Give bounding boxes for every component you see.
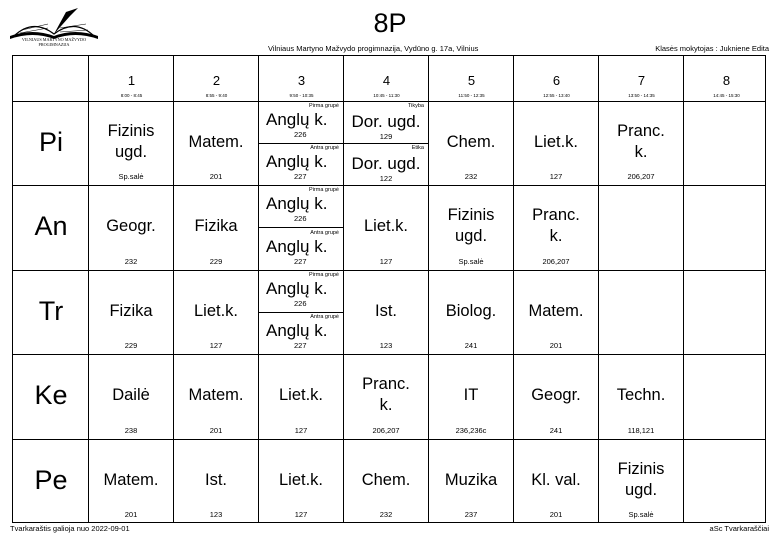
lesson-room: 201 bbox=[124, 509, 138, 519]
lesson-cell[interactable] bbox=[514, 440, 598, 523]
lesson-subject: Anglų k. bbox=[266, 152, 328, 172]
lesson-cell[interactable] bbox=[344, 186, 428, 269]
lesson-subject: Ist. bbox=[374, 301, 397, 320]
lesson-group-cell[interactable] bbox=[344, 102, 428, 144]
lesson-room: 229 bbox=[209, 256, 223, 266]
period-time: 9:50 - 10:35 bbox=[289, 93, 314, 98]
period-time: 10:45 - 11:30 bbox=[373, 93, 400, 98]
period-time: 13:50 - 14:35 bbox=[628, 93, 655, 98]
lesson-cell[interactable] bbox=[344, 440, 428, 523]
lesson-room: Sp.salė bbox=[458, 256, 484, 266]
lesson-room: 206,207 bbox=[542, 256, 570, 266]
lesson-subject: Anglų k. bbox=[266, 236, 328, 256]
lesson-cell[interactable] bbox=[174, 271, 258, 354]
lesson-cell[interactable] bbox=[89, 355, 173, 438]
lesson-subject: Fizika bbox=[194, 217, 238, 236]
lesson-room: 227 bbox=[294, 341, 307, 350]
day-label: Tr bbox=[38, 295, 64, 326]
lesson-cell[interactable] bbox=[429, 440, 513, 523]
lesson-subject: Geogr. bbox=[106, 217, 156, 236]
lesson-room: 226 bbox=[294, 130, 307, 139]
period-number: 2 bbox=[212, 73, 221, 88]
lesson-room: 123 bbox=[379, 341, 393, 351]
group-label: Tikyba bbox=[408, 103, 424, 109]
lesson-room: Sp.salė bbox=[118, 172, 144, 182]
lesson-subject: Dailė bbox=[112, 386, 150, 405]
period-header bbox=[514, 56, 599, 102]
lesson-cell[interactable] bbox=[89, 186, 173, 269]
lesson-subject: Fizika bbox=[109, 301, 153, 320]
period-number: 1 bbox=[127, 73, 136, 88]
lesson-cell[interactable] bbox=[599, 440, 683, 523]
lesson-room: 127 bbox=[379, 256, 393, 266]
lesson-room: Sp.salė bbox=[628, 509, 654, 519]
lesson-room: 232 bbox=[379, 509, 393, 519]
lesson-group-cell[interactable] bbox=[259, 144, 343, 186]
lesson-room: 229 bbox=[124, 341, 138, 351]
lesson-room: 123 bbox=[209, 509, 223, 519]
period-header bbox=[259, 56, 344, 102]
lesson-cell[interactable] bbox=[259, 355, 343, 438]
period-header bbox=[344, 56, 429, 102]
lesson-cell[interactable] bbox=[174, 355, 258, 438]
lesson-room: 238 bbox=[124, 425, 138, 435]
period-header bbox=[429, 56, 514, 102]
lesson-cell[interactable] bbox=[89, 271, 173, 354]
lesson-cell[interactable] bbox=[344, 355, 428, 438]
period-number: 6 bbox=[552, 73, 561, 88]
lesson-cell[interactable] bbox=[429, 186, 513, 269]
lesson-subject: Dor. ugd. bbox=[351, 154, 421, 174]
timetable-grid bbox=[12, 55, 766, 523]
lesson-room: 241 bbox=[464, 341, 478, 351]
logo-text: VILNIAUS MARTYNO MAŽVYDO PROGIMNAZIJA bbox=[21, 37, 87, 47]
lesson-subject: Fizinis ugd. bbox=[107, 122, 155, 161]
lesson-subject: Dor. ugd. bbox=[351, 112, 421, 131]
period-number: 4 bbox=[382, 73, 391, 88]
lesson-room: 227 bbox=[294, 256, 307, 266]
lesson-room: 206,207 bbox=[627, 172, 655, 182]
lesson-cell[interactable] bbox=[429, 271, 513, 354]
lesson-room: 127 bbox=[294, 509, 308, 519]
lesson-cell[interactable] bbox=[514, 102, 598, 185]
lesson-room: 201 bbox=[209, 425, 223, 435]
lesson-group-cell[interactable] bbox=[259, 186, 343, 228]
lesson-cell[interactable] bbox=[259, 440, 343, 523]
lesson-room: 237 bbox=[464, 509, 478, 519]
group-label: Antra grupė bbox=[310, 229, 339, 236]
group-label: Pirma grupė bbox=[309, 187, 339, 194]
day-label: An bbox=[34, 211, 68, 242]
period-header bbox=[89, 56, 174, 102]
lesson-cell[interactable] bbox=[174, 440, 258, 523]
lesson-group-cell[interactable] bbox=[259, 271, 343, 313]
lesson-subject: Liet.k. bbox=[363, 217, 409, 236]
group-label: Pirma grupė bbox=[309, 271, 339, 278]
lesson-room: 232 bbox=[464, 172, 478, 182]
group-label: Antra grupė bbox=[310, 145, 339, 152]
lesson-subject: Anglų k. bbox=[266, 321, 328, 340]
lesson-cell[interactable] bbox=[174, 102, 258, 185]
lesson-room: 226 bbox=[294, 214, 307, 224]
lesson-cell[interactable] bbox=[514, 355, 598, 438]
lesson-subject: Chem. bbox=[361, 470, 411, 489]
valid-from-note: Tvarkaraštis galioja nuo 2022-09-01 bbox=[10, 524, 130, 533]
lesson-group-cell[interactable] bbox=[259, 102, 343, 144]
period-header bbox=[174, 56, 259, 102]
lesson-room: 236,236c bbox=[455, 425, 487, 435]
lesson-subject: Matem. bbox=[103, 470, 159, 489]
lesson-subject: Liet.k. bbox=[533, 133, 579, 151]
lesson-room: 122 bbox=[379, 174, 393, 184]
lesson-subject: Techn. bbox=[616, 386, 666, 405]
lesson-room: 206,207 bbox=[372, 425, 400, 435]
group-label: Pirma grupė bbox=[309, 103, 339, 109]
lesson-subject: Chem. bbox=[446, 133, 496, 151]
lesson-subject: Anglų k. bbox=[266, 194, 328, 214]
period-time: 11:50 - 12:35 bbox=[458, 93, 485, 98]
lesson-room: 127 bbox=[294, 425, 308, 435]
period-number: 3 bbox=[297, 73, 306, 88]
lesson-subject: Matem. bbox=[188, 386, 244, 405]
column-divider bbox=[683, 56, 684, 522]
day-label: Pi bbox=[38, 127, 63, 157]
lesson-room: 118,121 bbox=[627, 425, 655, 435]
lesson-subject: Geogr. bbox=[531, 386, 581, 405]
period-header bbox=[684, 56, 769, 102]
lesson-room: 127 bbox=[549, 172, 563, 182]
lesson-subject: Liet.k. bbox=[193, 301, 239, 320]
lesson-group-cell[interactable] bbox=[259, 313, 343, 355]
lesson-subject: IT bbox=[463, 386, 479, 405]
lesson-room: 201 bbox=[549, 341, 563, 351]
lesson-cell[interactable] bbox=[344, 271, 428, 354]
lesson-subject: Ist. bbox=[204, 470, 227, 489]
day-label: Ke bbox=[34, 380, 68, 411]
lesson-cell[interactable] bbox=[599, 102, 683, 185]
generator-credit: aSc Tvarkaraščiai bbox=[709, 524, 769, 533]
lesson-subject: Pranc. k. bbox=[532, 206, 580, 246]
lesson-room: 227 bbox=[294, 172, 307, 182]
lesson-cell[interactable] bbox=[429, 102, 513, 185]
lesson-cell[interactable] bbox=[514, 271, 598, 354]
lesson-subject: Anglų k. bbox=[266, 110, 328, 129]
lesson-subject: Muzika bbox=[444, 470, 498, 489]
lesson-group-cell[interactable] bbox=[344, 144, 428, 186]
lesson-room: 201 bbox=[549, 509, 563, 519]
lesson-subject: Pranc. k. bbox=[362, 375, 410, 415]
lesson-room: 129 bbox=[379, 132, 393, 141]
lesson-cell[interactable] bbox=[174, 186, 258, 269]
lesson-room: 201 bbox=[209, 172, 223, 182]
period-time: 14:45 - 15:30 bbox=[713, 93, 740, 98]
lesson-cell[interactable] bbox=[89, 102, 173, 185]
lesson-room: 226 bbox=[294, 298, 307, 308]
period-header bbox=[599, 56, 684, 102]
period-number: 8 bbox=[722, 73, 731, 88]
lesson-subject: Pranc. k. bbox=[617, 122, 665, 161]
lesson-subject: Fizinis ugd. bbox=[447, 206, 495, 246]
period-number: 7 bbox=[637, 73, 646, 88]
lesson-cell[interactable] bbox=[514, 186, 598, 269]
period-time: 8:00 - 8:45 bbox=[120, 93, 143, 98]
lesson-subject: Fizinis ugd. bbox=[617, 459, 665, 499]
period-time: 12:55 - 13:40 bbox=[543, 93, 570, 98]
lesson-subject: Matem. bbox=[528, 301, 584, 320]
school-info: Vilniaus Martyno Mažvydo progimnazija, Vydūno g. 17a, Vilnius bbox=[268, 44, 479, 53]
class-title: 8P bbox=[373, 8, 407, 38]
lesson-subject: Liet.k. bbox=[278, 386, 324, 405]
lesson-subject: Liet.k. bbox=[278, 470, 324, 489]
lesson-cell[interactable] bbox=[429, 355, 513, 438]
period-time: 8:55 - 9:40 bbox=[205, 93, 228, 98]
lesson-room: 127 bbox=[209, 341, 223, 351]
group-label: Antra grupė bbox=[310, 314, 339, 320]
lesson-group-cell[interactable] bbox=[259, 229, 343, 271]
lesson-subject: Kl. val. bbox=[531, 470, 581, 489]
lesson-subject: Anglų k. bbox=[266, 278, 328, 298]
period-number: 5 bbox=[467, 73, 476, 88]
lesson-room: 232 bbox=[124, 256, 138, 266]
day-label: Pe bbox=[34, 464, 68, 495]
group-label: Etika bbox=[411, 145, 424, 152]
lesson-subject: Matem. bbox=[188, 133, 244, 151]
lesson-room: 241 bbox=[549, 425, 563, 435]
lesson-cell[interactable] bbox=[599, 355, 683, 438]
class-teacher: Klasės mokytojas : Jukniene Edita bbox=[655, 44, 769, 53]
lesson-subject: Biolog. bbox=[445, 301, 497, 320]
lesson-cell[interactable] bbox=[89, 440, 173, 523]
